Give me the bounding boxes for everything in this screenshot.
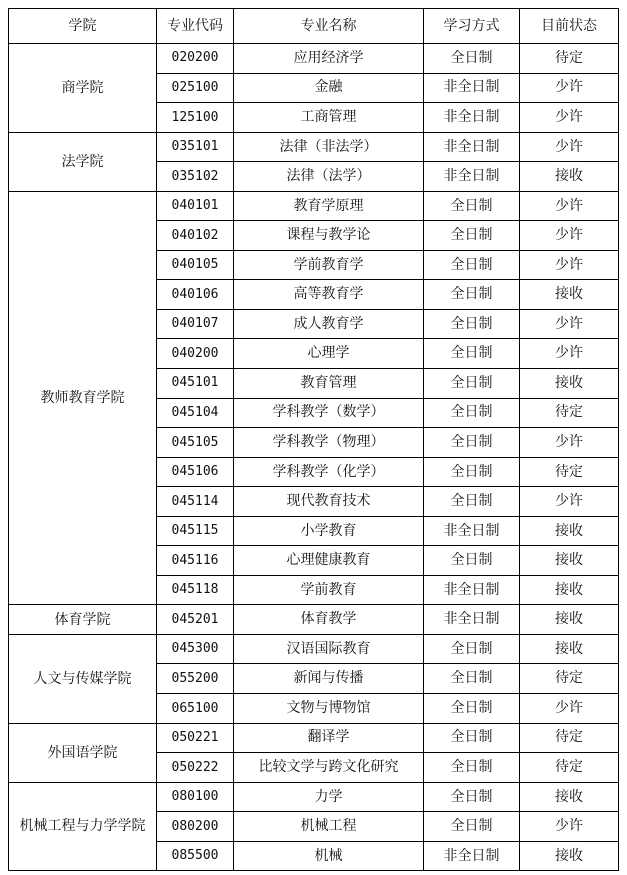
mode-cell: 非全日制 bbox=[424, 516, 520, 546]
major-cell: 成人教育学 bbox=[234, 309, 424, 339]
mode-cell: 全日制 bbox=[424, 280, 520, 310]
code-cell: 045118 bbox=[157, 575, 234, 605]
status-cell: 待定 bbox=[520, 44, 619, 74]
code-cell: 040105 bbox=[157, 250, 234, 280]
code-cell: 035102 bbox=[157, 162, 234, 192]
major-cell: 小学教育 bbox=[234, 516, 424, 546]
major-cell: 体育教学 bbox=[234, 605, 424, 635]
table-row bbox=[9, 634, 619, 664]
mode-cell: 全日制 bbox=[424, 398, 520, 428]
mode-cell: 全日制 bbox=[424, 812, 520, 842]
college-cell: 体育学院 bbox=[9, 605, 157, 635]
header-row bbox=[9, 9, 619, 44]
status-cell: 接收 bbox=[520, 369, 619, 399]
code-cell: 040101 bbox=[157, 191, 234, 221]
code-cell: 045114 bbox=[157, 487, 234, 517]
status-cell: 接收 bbox=[520, 782, 619, 812]
major-cell: 心理健康教育 bbox=[234, 546, 424, 576]
status-cell: 待定 bbox=[520, 723, 619, 753]
status-cell: 接收 bbox=[520, 605, 619, 635]
admissions-table-container bbox=[8, 8, 619, 871]
status-cell: 少许 bbox=[520, 191, 619, 221]
status-cell: 少许 bbox=[520, 694, 619, 724]
major-cell: 翻译学 bbox=[234, 723, 424, 753]
major-cell: 高等教育学 bbox=[234, 280, 424, 310]
mode-cell: 全日制 bbox=[424, 753, 520, 783]
status-cell: 待定 bbox=[520, 457, 619, 487]
mode-cell: 全日制 bbox=[424, 369, 520, 399]
header-code: 专业代码 bbox=[157, 9, 234, 44]
major-cell: 文物与博物馆 bbox=[234, 694, 424, 724]
code-cell: 045105 bbox=[157, 428, 234, 458]
mode-cell: 全日制 bbox=[424, 546, 520, 576]
mode-cell: 全日制 bbox=[424, 250, 520, 280]
college-cell: 商学院 bbox=[9, 44, 157, 133]
code-cell: 045116 bbox=[157, 546, 234, 576]
table-row bbox=[9, 605, 619, 635]
code-cell: 050222 bbox=[157, 753, 234, 783]
mode-cell: 全日制 bbox=[424, 723, 520, 753]
mode-cell: 非全日制 bbox=[424, 73, 520, 103]
table-row bbox=[9, 782, 619, 812]
mode-cell: 非全日制 bbox=[424, 162, 520, 192]
code-cell: 065100 bbox=[157, 694, 234, 724]
status-cell: 少许 bbox=[520, 250, 619, 280]
major-cell: 教育学原理 bbox=[234, 191, 424, 221]
status-cell: 少许 bbox=[520, 309, 619, 339]
major-cell: 汉语国际教育 bbox=[234, 634, 424, 664]
mode-cell: 非全日制 bbox=[424, 132, 520, 162]
mode-cell: 全日制 bbox=[424, 664, 520, 694]
major-cell: 学科教学（化学） bbox=[234, 457, 424, 487]
header-mode: 学习方式 bbox=[424, 9, 520, 44]
status-cell: 少许 bbox=[520, 339, 619, 369]
major-cell: 金融 bbox=[234, 73, 424, 103]
status-cell: 接收 bbox=[520, 634, 619, 664]
status-cell: 少许 bbox=[520, 221, 619, 251]
major-cell: 现代教育技术 bbox=[234, 487, 424, 517]
status-cell: 接收 bbox=[520, 575, 619, 605]
major-cell: 学前教育 bbox=[234, 575, 424, 605]
table-body bbox=[9, 44, 619, 871]
status-cell: 少许 bbox=[520, 73, 619, 103]
status-cell: 少许 bbox=[520, 812, 619, 842]
major-cell: 新闻与传播 bbox=[234, 664, 424, 694]
status-cell: 接收 bbox=[520, 280, 619, 310]
code-cell: 040106 bbox=[157, 280, 234, 310]
major-cell: 法律（非法学） bbox=[234, 132, 424, 162]
status-cell: 待定 bbox=[520, 664, 619, 694]
code-cell: 045300 bbox=[157, 634, 234, 664]
mode-cell: 全日制 bbox=[424, 782, 520, 812]
mode-cell: 全日制 bbox=[424, 309, 520, 339]
code-cell: 055200 bbox=[157, 664, 234, 694]
college-cell: 教师教育学院 bbox=[9, 191, 157, 605]
mode-cell: 全日制 bbox=[424, 44, 520, 74]
college-cell: 外国语学院 bbox=[9, 723, 157, 782]
status-cell: 接收 bbox=[520, 546, 619, 576]
mode-cell: 全日制 bbox=[424, 457, 520, 487]
admissions-table bbox=[8, 8, 619, 871]
header-status: 目前状态 bbox=[520, 9, 619, 44]
mode-cell: 全日制 bbox=[424, 694, 520, 724]
table-row bbox=[9, 723, 619, 753]
major-cell: 学前教育学 bbox=[234, 250, 424, 280]
college-cell: 机械工程与力学学院 bbox=[9, 782, 157, 871]
code-cell: 045115 bbox=[157, 516, 234, 546]
mode-cell: 全日制 bbox=[424, 487, 520, 517]
major-cell: 力学 bbox=[234, 782, 424, 812]
header-college: 学院 bbox=[9, 9, 157, 44]
major-cell: 工商管理 bbox=[234, 103, 424, 133]
mode-cell: 全日制 bbox=[424, 634, 520, 664]
code-cell: 040200 bbox=[157, 339, 234, 369]
table-row bbox=[9, 132, 619, 162]
mode-cell: 全日制 bbox=[424, 221, 520, 251]
code-cell: 020200 bbox=[157, 44, 234, 74]
code-cell: 045201 bbox=[157, 605, 234, 635]
major-cell: 机械 bbox=[234, 841, 424, 871]
status-cell: 少许 bbox=[520, 132, 619, 162]
major-cell: 心理学 bbox=[234, 339, 424, 369]
major-cell: 教育管理 bbox=[234, 369, 424, 399]
mode-cell: 非全日制 bbox=[424, 841, 520, 871]
mode-cell: 全日制 bbox=[424, 339, 520, 369]
table-row bbox=[9, 44, 619, 74]
status-cell: 少许 bbox=[520, 103, 619, 133]
code-cell: 085500 bbox=[157, 841, 234, 871]
status-cell: 接收 bbox=[520, 162, 619, 192]
code-cell: 045106 bbox=[157, 457, 234, 487]
mode-cell: 全日制 bbox=[424, 428, 520, 458]
major-cell: 学科教学（物理） bbox=[234, 428, 424, 458]
mode-cell: 全日制 bbox=[424, 191, 520, 221]
status-cell: 少许 bbox=[520, 428, 619, 458]
major-cell: 应用经济学 bbox=[234, 44, 424, 74]
mode-cell: 非全日制 bbox=[424, 605, 520, 635]
header-major: 专业名称 bbox=[234, 9, 424, 44]
code-cell: 125100 bbox=[157, 103, 234, 133]
code-cell: 080200 bbox=[157, 812, 234, 842]
code-cell: 080100 bbox=[157, 782, 234, 812]
major-cell: 比较文学与跨文化研究 bbox=[234, 753, 424, 783]
major-cell: 课程与教学论 bbox=[234, 221, 424, 251]
status-cell: 待定 bbox=[520, 753, 619, 783]
college-cell: 法学院 bbox=[9, 132, 157, 191]
mode-cell: 非全日制 bbox=[424, 575, 520, 605]
status-cell: 接收 bbox=[520, 841, 619, 871]
status-cell: 少许 bbox=[520, 487, 619, 517]
code-cell: 040102 bbox=[157, 221, 234, 251]
status-cell: 待定 bbox=[520, 398, 619, 428]
code-cell: 025100 bbox=[157, 73, 234, 103]
code-cell: 035101 bbox=[157, 132, 234, 162]
code-cell: 045104 bbox=[157, 398, 234, 428]
major-cell: 法律（法学） bbox=[234, 162, 424, 192]
code-cell: 050221 bbox=[157, 723, 234, 753]
mode-cell: 非全日制 bbox=[424, 103, 520, 133]
status-cell: 接收 bbox=[520, 516, 619, 546]
major-cell: 机械工程 bbox=[234, 812, 424, 842]
code-cell: 045101 bbox=[157, 369, 234, 399]
table-row bbox=[9, 191, 619, 221]
college-cell: 人文与传媒学院 bbox=[9, 634, 157, 723]
code-cell: 040107 bbox=[157, 309, 234, 339]
major-cell: 学科教学（数学） bbox=[234, 398, 424, 428]
